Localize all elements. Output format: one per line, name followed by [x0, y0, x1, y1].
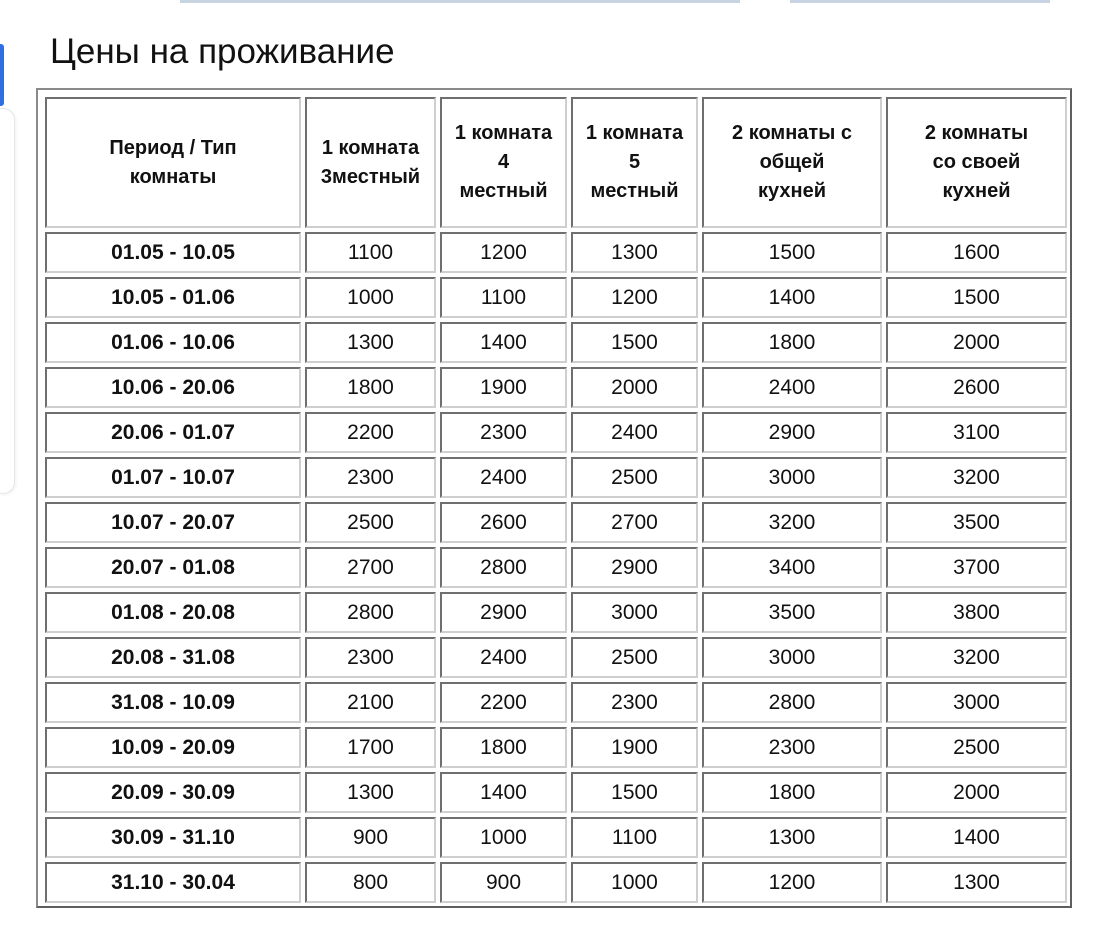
- top-divider-right: [790, 0, 1050, 3]
- header-period-room-type: [45, 97, 301, 228]
- price-cell: 3200: [702, 502, 882, 543]
- price-cell: 3700: [886, 547, 1067, 588]
- price-cell: 1400: [702, 277, 882, 318]
- price-cell: 2300: [702, 727, 882, 768]
- price-cell: 1800: [702, 772, 882, 813]
- price-cell: 1600: [886, 232, 1067, 273]
- period-cell: 31.10 - 30.04: [45, 862, 301, 903]
- table-row: [45, 412, 1067, 453]
- price-cell: 1400: [440, 772, 567, 813]
- price-cell: 900: [305, 817, 436, 858]
- header-2-rooms-shared-kitchen: [702, 97, 882, 228]
- table-row: [45, 457, 1067, 498]
- price-cell: 3000: [886, 682, 1067, 723]
- price-cell: 1300: [305, 322, 436, 363]
- period-cell: 01.07 - 10.07: [45, 457, 301, 498]
- price-cell: 1400: [886, 817, 1067, 858]
- price-cell: 1100: [305, 232, 436, 273]
- table-row: [45, 367, 1067, 408]
- table-row: [45, 232, 1067, 273]
- price-cell: 2400: [702, 367, 882, 408]
- table-row: [45, 322, 1067, 363]
- price-cell: 900: [440, 862, 567, 903]
- price-cell: 2800: [440, 547, 567, 588]
- period-cell: 31.08 - 10.09: [45, 682, 301, 723]
- price-cell: 2400: [440, 637, 567, 678]
- price-cell: 2900: [702, 412, 882, 453]
- price-cell: 2300: [440, 412, 567, 453]
- table-row: [45, 502, 1067, 543]
- price-cell: 1000: [305, 277, 436, 318]
- table-header-row: [45, 97, 1067, 228]
- table-row: [45, 592, 1067, 633]
- period-cell: 20.07 - 01.08: [45, 547, 301, 588]
- price-cell: 1500: [886, 277, 1067, 318]
- table-row: [45, 682, 1067, 723]
- period-cell: 20.09 - 30.09: [45, 772, 301, 813]
- price-cell: 1700: [305, 727, 436, 768]
- price-cell: 1300: [305, 772, 436, 813]
- table-row: [45, 862, 1067, 903]
- table-body: [45, 232, 1067, 903]
- price-cell: 1200: [571, 277, 698, 318]
- column-header-label: 1 комната 4 местный: [454, 122, 553, 202]
- table-row: [45, 817, 1067, 858]
- price-cell: 3800: [886, 592, 1067, 633]
- price-cell: 1500: [571, 322, 698, 363]
- column-header-label: 2 комнаты со своей кухней: [924, 122, 1029, 202]
- period-cell: 01.08 - 20.08: [45, 592, 301, 633]
- price-cell: 1000: [440, 817, 567, 858]
- price-cell: 2200: [440, 682, 567, 723]
- price-cell: 1100: [571, 817, 698, 858]
- period-cell: 20.06 - 01.07: [45, 412, 301, 453]
- column-header-label: Период / Тип комнаты: [109, 136, 237, 188]
- column-header-label: 1 комната 3местный: [320, 136, 421, 188]
- price-table: [41, 93, 1071, 907]
- price-cell: 2600: [886, 367, 1067, 408]
- left-side-panel: [0, 108, 15, 494]
- price-cell: 2900: [440, 592, 567, 633]
- price-cell: 2500: [886, 727, 1067, 768]
- price-cell: 3500: [886, 502, 1067, 543]
- period-cell: 10.09 - 20.09: [45, 727, 301, 768]
- price-cell: 3100: [886, 412, 1067, 453]
- price-cell: 2400: [440, 457, 567, 498]
- price-cell: 2300: [305, 457, 436, 498]
- price-cell: 2200: [305, 412, 436, 453]
- column-header-label: 1 комната 5 местный: [585, 122, 684, 202]
- price-cell: 2300: [571, 682, 698, 723]
- price-cell: 1500: [702, 232, 882, 273]
- price-cell: 1300: [886, 862, 1067, 903]
- price-cell: 1400: [440, 322, 567, 363]
- price-cell: 2500: [571, 457, 698, 498]
- price-cell: 1200: [702, 862, 882, 903]
- price-cell: 1800: [305, 367, 436, 408]
- price-cell: 3400: [702, 547, 882, 588]
- period-cell: 30.09 - 31.10: [45, 817, 301, 858]
- column-header-label: 2 комнаты с общей кухней: [732, 122, 852, 202]
- top-divider: [180, 0, 740, 3]
- price-cell: 1800: [702, 322, 882, 363]
- period-cell: 20.08 - 31.08: [45, 637, 301, 678]
- price-cell: 1900: [440, 367, 567, 408]
- price-cell: 1000: [571, 862, 698, 903]
- period-cell: 01.05 - 10.05: [45, 232, 301, 273]
- price-cell: 2700: [305, 547, 436, 588]
- left-accent-bar: [0, 44, 4, 106]
- price-cell: 1300: [571, 232, 698, 273]
- price-cell: 2400: [571, 412, 698, 453]
- price-cell: 2500: [571, 637, 698, 678]
- price-cell: 800: [305, 862, 436, 903]
- price-cell: 1100: [440, 277, 567, 318]
- price-cell: 2800: [305, 592, 436, 633]
- header-2-rooms-own-kitchen: [886, 97, 1067, 228]
- price-cell: 2700: [571, 502, 698, 543]
- table-row: [45, 637, 1067, 678]
- price-cell: 3200: [886, 457, 1067, 498]
- price-cell: 2500: [305, 502, 436, 543]
- price-cell: 2600: [440, 502, 567, 543]
- price-cell: 2000: [571, 367, 698, 408]
- period-cell: 10.07 - 20.07: [45, 502, 301, 543]
- price-cell: 1800: [440, 727, 567, 768]
- price-cell: 3000: [702, 637, 882, 678]
- price-table-frame: [36, 88, 1072, 908]
- price-cell: 2800: [702, 682, 882, 723]
- period-cell: 10.06 - 20.06: [45, 367, 301, 408]
- price-cell: 1300: [702, 817, 882, 858]
- period-cell: 10.05 - 01.06: [45, 277, 301, 318]
- price-cell: 1200: [440, 232, 567, 273]
- header-1-room-4-bed: [440, 97, 567, 228]
- price-cell: 1900: [571, 727, 698, 768]
- header-1-room-5-bed: [571, 97, 698, 228]
- price-cell: 3000: [702, 457, 882, 498]
- price-cell: 3500: [702, 592, 882, 633]
- price-cell: 2000: [886, 322, 1067, 363]
- table-row: [45, 772, 1067, 813]
- price-cell: 2000: [886, 772, 1067, 813]
- price-cell: 2300: [305, 637, 436, 678]
- table-row: [45, 547, 1067, 588]
- page-title: Цены на проживание: [50, 32, 395, 71]
- header-1-room-3-bed: [305, 97, 436, 228]
- price-cell: 2100: [305, 682, 436, 723]
- price-cell: 3200: [886, 637, 1067, 678]
- table-row: [45, 727, 1067, 768]
- price-cell: 1500: [571, 772, 698, 813]
- period-cell: 01.06 - 10.06: [45, 322, 301, 363]
- table-row: [45, 277, 1067, 318]
- price-cell: 3000: [571, 592, 698, 633]
- price-cell: 2900: [571, 547, 698, 588]
